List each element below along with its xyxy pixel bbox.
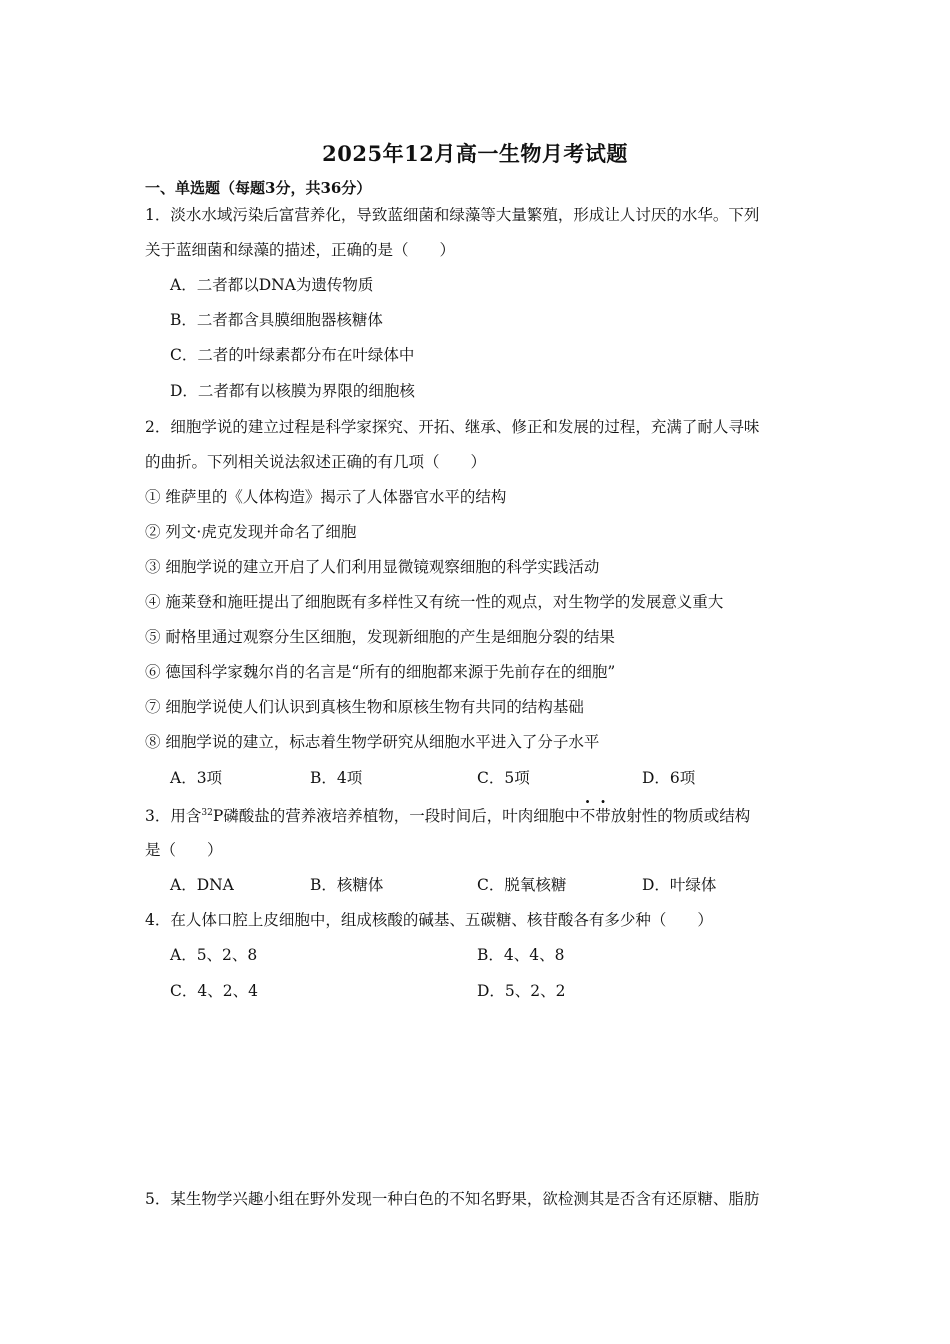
question-4-option-d[interactable]: D．5、2、2	[477, 982, 566, 1000]
question-3-option-c[interactable]: C．脱氧核糖	[477, 876, 567, 894]
question-1-stem: 1．淡水水域污染后富营养化，导致蓝细菌和绿藻等大量繁殖，形成让人讨厌的水华。下列	[145, 206, 760, 224]
question-3-option-b[interactable]: B．核糖体	[310, 876, 384, 894]
question-4-option-c[interactable]: C．4、2、4	[170, 982, 258, 1000]
question-3-option-a[interactable]: A．DNA	[170, 876, 234, 894]
isotope-mass-number: 32	[201, 808, 213, 818]
question-4-option-a[interactable]: A．5、2、8	[170, 946, 258, 964]
question-3-middle: P磷酸盐的营养液培养植物，一段时间后，叶肉细胞中	[212, 807, 580, 825]
question-2-stem-cont: 的曲折。下列相关说法叙述正确的有几项（ ）	[145, 453, 487, 471]
question-1-option-d[interactable]: D．二者都有以核膜为界限的细胞核	[170, 382, 415, 400]
question-3-stem	[145, 803, 750, 826]
question-1-option-a[interactable]: A．二者都以DNA为遗传物质	[170, 276, 374, 294]
question-3-prefix: 3．用含	[145, 807, 202, 825]
question-4-stem: 4．在人体口腔上皮细胞中，组成核酸的碱基、五碳糖、核苷酸各有多少种（ ）	[145, 911, 713, 929]
question-2-statement-4: ④ 施莱登和施旺提出了细胞既有多样性又有统一性的观点，对生物学的发展意义重大	[145, 593, 724, 611]
emphasis-char-carry: 带	[595, 807, 611, 825]
emphasis-char-not: 不	[579, 807, 596, 825]
question-1-option-c[interactable]: C．二者的叶绿素都分布在叶绿体中	[170, 346, 415, 364]
question-2-statement-1: ① 维萨里的《人体构造》揭示了人体器官水平的结构	[145, 488, 507, 506]
question-2-option-b[interactable]: B．4项	[310, 769, 363, 787]
question-2-statement-3: ③ 细胞学说的建立开启了人们利用显微镜观察细胞的科学实践活动	[145, 558, 600, 576]
question-4-option-b[interactable]: B．4、4、8	[477, 946, 565, 964]
question-2-stem: 2．细胞学说的建立过程是科学家探究、开拓、继承、修正和发展的过程，充满了耐人寻味	[145, 418, 760, 436]
exam-title: 2025年12月高一生物月考试题	[322, 141, 628, 166]
question-3-suffix: 放射性的物质或结构	[610, 807, 751, 825]
question-2-statement-7: ⑦ 细胞学说使人们认识到真核生物和原核生物有共同的结构基础	[145, 698, 584, 716]
question-1-stem-cont: 关于蓝细菌和绿藻的描述，正确的是（ ）	[145, 241, 456, 259]
question-2-option-d[interactable]: D．6项	[642, 769, 696, 787]
question-2-statement-8: ⑧ 细胞学说的建立，标志着生物学研究从细胞水平进入了分子水平	[145, 733, 600, 751]
question-3-option-d[interactable]: D．叶绿体	[642, 876, 717, 894]
question-2-statement-6: ⑥ 德国科学家魏尔肖的名言是“所有的细胞都来源于先前存在的细胞”	[145, 663, 616, 681]
question-5-stem: 5．某生物学兴趣小组在野外发现一种白色的不知名野果，欲检测其是否含有还原糖、脂肪	[145, 1190, 760, 1208]
question-1-option-b[interactable]: B．二者都含具膜细胞器核糖体	[170, 311, 383, 329]
question-2-option-a[interactable]: A．3项	[170, 769, 223, 787]
question-2-statement-2: ② 列文·虎克发现并命名了细胞	[145, 523, 357, 541]
question-3-stem-cont: 是（ ）	[145, 841, 223, 859]
question-2-statement-5: ⑤ 耐格里通过观察分生区细胞，发现新细胞的产生是细胞分裂的结果	[145, 628, 615, 646]
section-heading-single-choice: 一、单选题（每题3分，共36分）	[145, 179, 372, 197]
question-2-option-c[interactable]: C．5项	[477, 769, 530, 787]
